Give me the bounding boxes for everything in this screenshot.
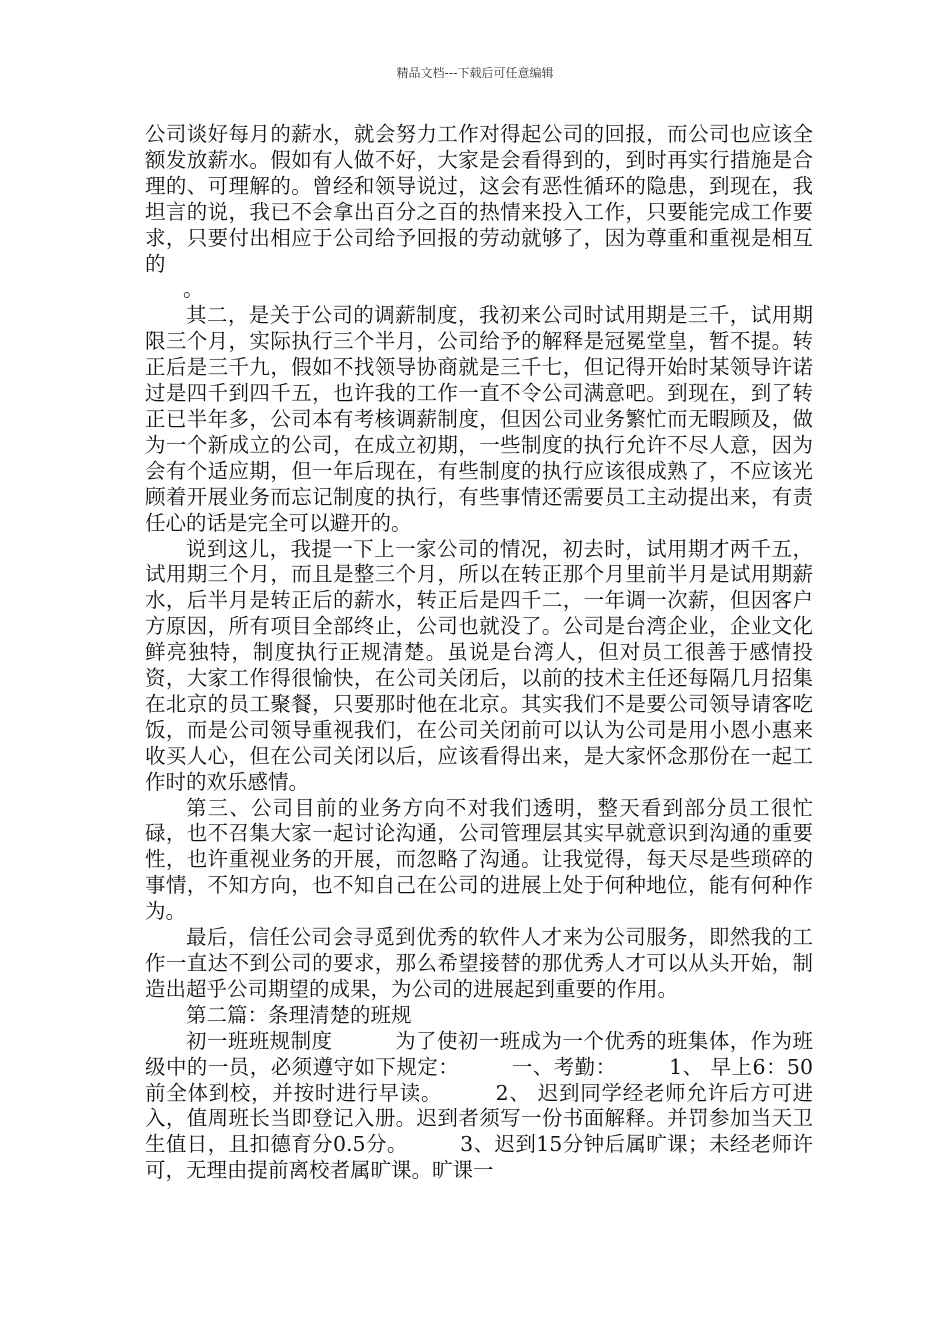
paragraph: 初一班班规制度 为了使初一班成为一个优秀的班集体，作为班级中的一员，必须遵守如下规定： 一、考勤： 1、 早上6：50前全体到校，并按时进行早读。 2、 迟到同学经老师允许后方可进入，值周班长当即登记入册。迟到者须写一份书面解释。并罚参加当天卫生值日，且扣德育分0.5分。 3、迟到15分钟后属旷课；未经老师许可，无理由提前离校者属旷课。旷课一	[145, 1028, 813, 1183]
paragraph: 公司谈好每月的薪水，就会努力工作对得起公司的回报，而公司也应该全额发放薪水。假如有人做不好，大家是会看得到的，到时再实行措施是合理的、可理解的。曾经和领导说过，这会有恶性循环的隐患，到现在，我坦言的说，我已不会拿出百分之百的热情来投入工作，只要能完成工作要求，只要付出相应于公司给予回报的劳动就够了，因为尊重和重视是相互的	[145, 122, 813, 276]
document-body	[145, 122, 813, 1184]
paragraph: 。	[183, 277, 204, 302]
section-heading: 第二篇：条理清楚的班规	[186, 1002, 412, 1027]
page-header: 精品文档---下载后可任意编辑	[396, 66, 554, 80]
paragraph: 其二，是关于公司的调薪制度，我初来公司时试用期是三千，试用期限三个月，实际执行三个半月，公司给予的解释是冠冕堂皇，暂不提。转正后是三千九，假如不找领导协商就是三千七，但记得开始时某领导许诺过是四千到四千五，也许我的工作一直不令公司满意吧。到现在，到了转正已半年多，公司本有考核调薪制度，但因公司业务繁忙而无暇顾及，做为一个新成立的公司，在成立初期，一些制度的执行允许不尽人意，因为会有个适应期，但一年后现在，有些制度的执行应该很成熟了，不应该光顾着开展业务而忘记制度的执行，有些事情还需要员工主动提出来，有责任心的话是完全可以避开的。	[145, 303, 813, 535]
paragraph: 第三、公司目前的业务方向不对我们透明，整天看到部分员工很忙碌，也不召集大家一起讨论沟通，公司管理层其实早就意识到沟通的重要性，也许重视业务的开展，而忽略了沟通。让我觉得，每天尽是些琐碎的事情，不知方向，也不知自己在公司的进展上处于何种地位，能有何种作为。	[145, 795, 813, 924]
paragraph: 说到这儿，我提一下上一家公司的情况，初去时，试用期才两千五，试用期三个月，而且是整三个月，所以在转正那个月里前半月是试用期薪水，后半月是转正后的薪水，转正后是四千二，一年调一次薪，但因客户方原因，所有项目全部终止，公司也就没了。公司是台湾企业，企业文化鲜亮独特，制度执行正规清楚。虽说是台湾人，但对员工很善于感情投资，大家工作得很愉快，在公司关闭后，以前的技术主任还每隔几月招集在北京的员工聚餐，只要那时他在北京。其实我们不是要公司领导请客吃饭，而是公司领导重视我们，在公司关闭前可以认为公司是用小恩小惠来收买人心，但在公司关闭以后，应该看得出来，是大家怀念那份在一起工作时的欢乐感情。	[145, 536, 813, 794]
paragraph: 最后，信任公司会寻觅到优秀的软件人才来为公司服务，即然我的工作一直达不到公司的要求，那么希望接替的那优秀人才可以从头开始，制造出超乎公司期望的成果，为公司的进展起到重要的作用。	[145, 925, 813, 1001]
